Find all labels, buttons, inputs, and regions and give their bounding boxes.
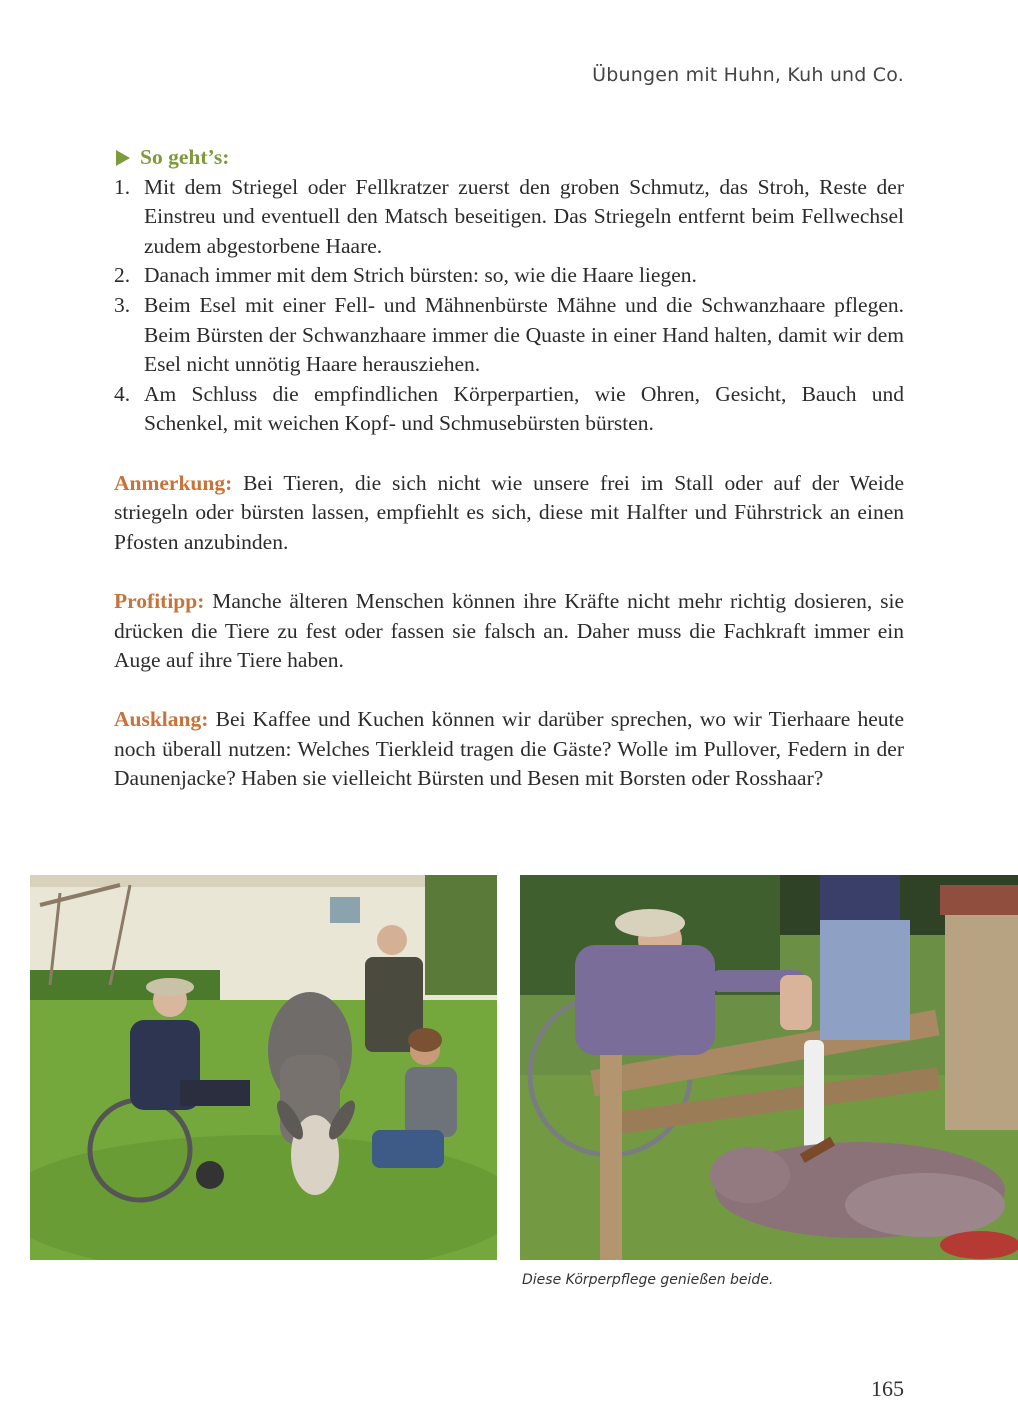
running-head: Übungen mit Huhn, Kuh und Co. — [592, 64, 904, 86]
section-heading-line — [114, 143, 904, 173]
play-triangle-icon — [116, 150, 130, 166]
page-number: 165 — [871, 1376, 904, 1401]
list-item: 1. Mit dem Striegel oder Fellkratzer zuerst den groben Schmutz, das Stroh, Reste der Einstreu und eventuell den Matsch beseitigen. Das Striegeln entfernt beim Fellwechsel zudem abgestorbene Haare. — [114, 174, 904, 258]
note-anmerkung — [114, 469, 904, 558]
steps-list — [114, 173, 904, 439]
photo-donkey-grooming — [30, 875, 497, 1260]
note-ausklang — [114, 705, 904, 794]
photo-caption: Diese Körperpflege genießen beide. — [522, 1272, 774, 1288]
note-label: Profitipp: — [114, 588, 205, 613]
note-text: Manche älteren Menschen können ihre Kräfte nicht mehr richtig dosieren, sie drücken die Tiere zu fest oder fassen sie falsch an. Daher muss die Fachkraft immer ein Auge auf ihre Tiere haben. — [114, 588, 904, 673]
main-content — [114, 143, 904, 794]
list-item: 4. Am Schluss die empfindlichen Körperpartien, wie Ohren, Gesicht, Bauch und Schenkel, mit weichen Kopf- und Schmusebürsten bürsten. — [114, 381, 904, 436]
note-text: Bei Kaffee und Kuchen können wir darüber sprechen, wo wir Tierhaare heute noch überall nutzen: Welches Tierkleid tragen die Gäste? Wolle im Pullover, Federn in der Daunenjacke? Haben sie vielleicht Bürsten und Besen mit Borsten oder Rosshaar? — [114, 707, 905, 791]
photo-pig-scene — [520, 875, 1018, 1260]
photo-pig-grooming — [520, 875, 1018, 1260]
note-text: Bei Tieren, die sich nicht wie unsere frei im Stall oder auf der Weide striegeln oder bürsten lassen, empfiehlt es sich, diese mit Halfter und Führstrick an einen Pfosten anzubinden. — [114, 470, 904, 554]
list-item: 3. Beim Esel mit einer Fell- und Mähnenbürste Mähne und die Schwanzhaare pflegen. Beim Bürsten der Schwanzhaare immer die Quaste in einer Hand halten, damit wir dem Esel nicht unnötig Haare herausziehen. — [114, 292, 904, 377]
list-item: 2. Danach immer mit dem Strich bürsten: so, wie die Haare liegen. — [114, 263, 697, 288]
note-label: Ausklang: — [114, 707, 209, 732]
note-label: Anmerkung: — [114, 470, 233, 495]
photo-donkey-scene — [30, 875, 497, 1260]
note-profitipp — [114, 587, 904, 676]
section-heading: So geht’s: — [140, 145, 230, 169]
